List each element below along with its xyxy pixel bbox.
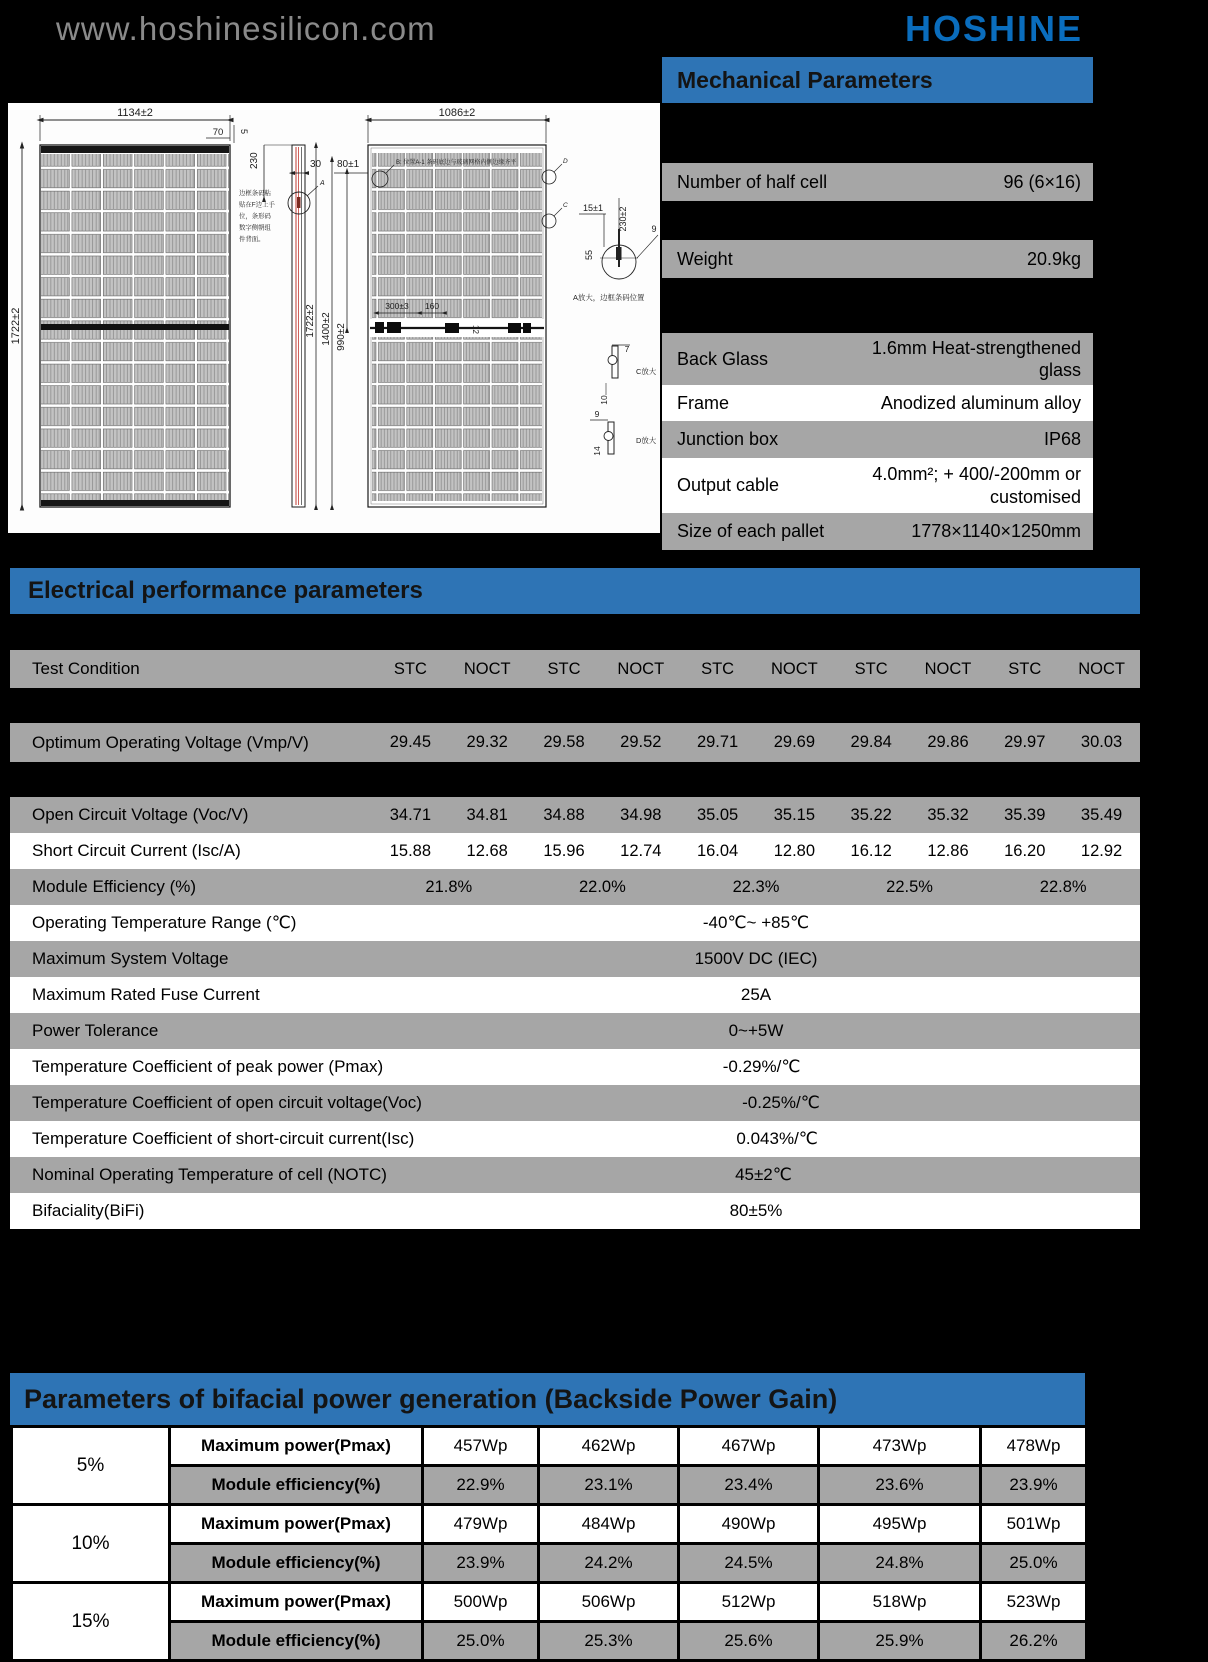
bifacial-row-pmax	[12, 1583, 1087, 1622]
eff-value: 23.1%	[539, 1466, 679, 1505]
condition-header: STC	[547, 659, 581, 678]
pmax-value: 512Wp	[679, 1583, 819, 1622]
side-detail-ref: A	[320, 180, 325, 187]
eff-value: 23.6%	[819, 1466, 981, 1505]
detail-a-dim-230: 230±2	[618, 206, 628, 232]
jbox-dim-160: 160	[424, 301, 440, 311]
front-width-dim: 1134±2	[117, 107, 153, 119]
elec-label: Maximum System Voltage	[32, 949, 229, 968]
elec-label: Module Efficiency (%)	[32, 877, 197, 896]
elec-row-tc-voc	[10, 1085, 1140, 1121]
bifacial-row-pmax	[12, 1505, 1087, 1544]
elec-value: 25A	[740, 985, 772, 1004]
detail-a-label: A放大，边框条码位置	[573, 293, 645, 302]
elec-label: Nominal Operating Temperature of cell (NOTC)	[32, 1165, 387, 1184]
electrical-section-title: Electrical performance parameters	[10, 568, 1140, 614]
mech-value: Anodized aluminum alloy	[880, 392, 1081, 413]
website-url: www.hoshinesilicon.com	[56, 10, 436, 47]
back-offset-dim: 80±1	[337, 159, 360, 170]
eff-label: Module efficiency(%)	[170, 1544, 423, 1583]
elec-value: 35.39	[1004, 805, 1046, 824]
eff-value: 25.0%	[423, 1622, 539, 1661]
pmax-value: 484Wp	[539, 1505, 679, 1544]
pmax-value: 500Wp	[423, 1583, 539, 1622]
bifacial-row-pmax	[12, 1427, 1087, 1466]
detail-c-dim-7: 7	[624, 344, 630, 354]
elec-row-fuse	[10, 977, 1140, 1013]
pmax-label: Maximum power(Pmax)	[170, 1505, 423, 1544]
elec-row-max-voltage	[10, 941, 1140, 977]
elec-eff-value: 22.0%	[578, 877, 626, 896]
eff-value: 23.9%	[981, 1466, 1087, 1505]
elec-row-tc-pmax	[10, 1049, 1140, 1085]
mech-row-output-cable	[662, 458, 1093, 513]
mech-label: Back Glass	[677, 348, 769, 369]
detail-c-dim-10: 10	[599, 395, 609, 405]
elec-value: 0~+5W	[728, 1021, 784, 1040]
elec-value: 45±2℃	[735, 1165, 792, 1184]
mech-label: Weight	[677, 248, 733, 269]
elec-row-bifaciality	[10, 1193, 1140, 1229]
back-dim-990: 990±2	[336, 323, 347, 351]
elec-eff-value: 21.8%	[425, 877, 473, 896]
elec-value: 35.22	[850, 805, 892, 824]
mech-row-half-cell	[662, 163, 1093, 201]
condition-header: NOCT	[463, 659, 511, 678]
bifacial-row-eff	[12, 1466, 1087, 1505]
pmax-value: 495Wp	[819, 1505, 981, 1544]
mech-label: Frame	[677, 392, 730, 413]
eff-value: 24.2%	[539, 1544, 679, 1583]
back-width-dim: 1086±2	[438, 107, 476, 119]
detail-c-label: C放大	[636, 367, 657, 376]
pmax-value: 518Wp	[819, 1583, 981, 1622]
elec-value: -40℃~ +85℃	[702, 913, 810, 932]
elec-label: Power Tolerance	[32, 1021, 159, 1040]
detail-c	[599, 344, 657, 405]
elec-value: 29.84	[850, 733, 892, 751]
front-height-dim: 1722±2	[10, 307, 22, 345]
elec-label: Temperature Coefficient of short-circuit current(Isc)	[32, 1129, 415, 1148]
detail-a	[573, 198, 658, 303]
eff-value: 25.0%	[981, 1544, 1087, 1583]
mech-label: Number of half cell	[677, 171, 828, 192]
elec-value: 0.043%/℃	[736, 1129, 818, 1148]
condition-header: NOCT	[1078, 659, 1125, 678]
elec-label: Operating Temperature Range (℃)	[32, 913, 297, 932]
detail-d-dim-9: 9	[594, 409, 600, 419]
mech-value: 96 (6×16)	[1003, 171, 1081, 192]
elec-value: 30.03	[1080, 733, 1123, 751]
elec-eff-value: 22.3%	[732, 877, 780, 896]
elec-row-vmp	[10, 723, 1140, 762]
detail-d-label: D放大	[636, 436, 657, 445]
jbox-dim-300: 300±3	[385, 301, 409, 311]
elec-row-tc-isc	[10, 1121, 1140, 1157]
gain-cell: 15%	[12, 1583, 170, 1661]
side-note-line: 数字侧朝组	[239, 224, 271, 232]
elec-value: 29.45	[389, 733, 432, 751]
eff-label: Module efficiency(%)	[170, 1466, 423, 1505]
elec-value: 34.81	[466, 805, 508, 824]
mech-label: Junction box	[677, 429, 779, 449]
back-note-b: B: 位置A-1 条码底边与玻璃网格内侧边缘齐平	[396, 160, 517, 166]
eff-value: 24.5%	[679, 1544, 819, 1583]
elec-eff-value: 22.5%	[886, 877, 933, 896]
eff-value: 25.6%	[679, 1622, 819, 1661]
elec-value: 16.12	[850, 841, 892, 860]
mech-value: 4.0mm²; + 400/-200mm or customised	[872, 464, 1081, 507]
elec-value: 15.88	[389, 841, 432, 860]
condition-header: STC	[1008, 659, 1042, 678]
mech-value: 1778×1140×1250mm	[911, 521, 1081, 542]
elec-value: 12.80	[773, 841, 816, 860]
elec-value: 15.96	[543, 841, 585, 860]
elec-value: 29.86	[927, 733, 969, 751]
elec-row-efficiency	[10, 869, 1140, 905]
pmax-value: 467Wp	[679, 1427, 819, 1466]
elec-value: 12.86	[927, 841, 969, 860]
mech-label: Output cable	[677, 475, 780, 495]
eff-value: 26.2%	[981, 1622, 1087, 1661]
bifacial-table	[10, 1425, 1088, 1662]
side-note	[239, 188, 275, 243]
elec-value: 35.05	[696, 805, 739, 824]
side-note-line: 贴在F边上手	[239, 201, 275, 209]
eff-label: Module efficiency(%)	[170, 1622, 423, 1661]
back-detail-ref-c: C	[563, 202, 568, 209]
condition-header: STC	[701, 659, 735, 678]
panel-back-view	[305, 107, 568, 507]
elec-value: 80±5%	[729, 1201, 783, 1220]
elec-row-voc	[10, 797, 1140, 833]
pmax-value: 462Wp	[539, 1427, 679, 1466]
pmax-value: 506Wp	[539, 1583, 679, 1622]
elec-value: 29.69	[773, 733, 816, 751]
elec-value: -0.29%/℃	[722, 1057, 801, 1076]
elec-value: 16.04	[696, 841, 739, 860]
elec-label: Bifaciality(BiFi)	[32, 1201, 145, 1220]
elec-value: 29.32	[466, 733, 508, 751]
panel-front-view	[10, 107, 249, 507]
eff-value: 25.9%	[819, 1622, 981, 1661]
eff-value: 23.9%	[423, 1544, 539, 1583]
elec-label: Temperature Coefficient of open circuit voltage(Voc)	[32, 1093, 422, 1112]
jbox-dim-12: 12	[471, 325, 480, 334]
panel-drawing-svg	[8, 103, 660, 533]
detail-d-dim-14: 14	[592, 446, 602, 456]
condition-header: NOCT	[924, 659, 972, 678]
bifacial-row-eff	[12, 1544, 1087, 1583]
mech-row-junction-box	[662, 421, 1093, 458]
back-height-dim: 1722±2	[305, 304, 316, 338]
pmax-value: 478Wp	[981, 1427, 1087, 1466]
condition-header: STC	[854, 659, 888, 678]
elec-label: Temperature Coefficient of peak power (Pmax)	[32, 1057, 384, 1076]
detail-d	[590, 409, 657, 456]
elec-value: 34.88	[543, 805, 585, 824]
test-condition-label: Test Condition	[32, 659, 140, 678]
elec-value: 12.68	[466, 841, 508, 860]
elec-label: Maximum Rated Fuse Current	[32, 985, 260, 1004]
detail-a-dim-15: 15±1	[583, 203, 603, 213]
pmax-value: 473Wp	[819, 1427, 981, 1466]
elec-value: 34.98	[620, 805, 662, 824]
eff-value: 22.9%	[423, 1466, 539, 1505]
pmax-label: Maximum power(Pmax)	[170, 1583, 423, 1622]
pmax-value: 501Wp	[981, 1505, 1087, 1544]
mech-row-back-glass	[662, 333, 1093, 385]
condition-header: NOCT	[771, 659, 818, 678]
back-dim-1400: 1400±2	[321, 312, 332, 346]
pmax-label: Maximum power(Pmax)	[170, 1427, 423, 1466]
pmax-value: 457Wp	[423, 1427, 539, 1466]
condition-header: STC	[393, 659, 427, 678]
elec-value: 16.20	[1004, 841, 1046, 860]
side-width-dim: 30	[310, 159, 322, 170]
eff-value: 23.4%	[679, 1466, 819, 1505]
mech-row-frame	[662, 385, 1093, 421]
pmax-value: 490Wp	[679, 1505, 819, 1544]
elec-row-isc	[10, 833, 1140, 869]
eff-value: 24.8%	[819, 1544, 981, 1583]
elec-value: 29.97	[1004, 733, 1046, 751]
elec-value: 12.92	[1080, 841, 1123, 860]
gain-cell: 10%	[12, 1505, 170, 1583]
elec-row-op-temp	[10, 905, 1140, 941]
pmax-value: 479Wp	[423, 1505, 539, 1544]
elec-label: Open Circuit Voltage (Voc/V)	[32, 805, 249, 824]
side-note-line: 件背面。	[239, 236, 265, 243]
elec-eff-value: 22.8%	[1039, 877, 1087, 896]
detail-a-dim-55: 55	[584, 249, 594, 261]
mech-row-weight	[662, 240, 1093, 278]
elec-value: 34.71	[389, 805, 432, 824]
pmax-value: 523Wp	[981, 1583, 1087, 1622]
mech-row-pallet-size	[662, 513, 1093, 550]
elec-value: 29.52	[620, 733, 662, 751]
elec-row-power-tolerance	[10, 1013, 1140, 1049]
elec-header-row	[10, 650, 1140, 688]
side-note-line: 位，条形码	[239, 213, 271, 220]
elec-value: 29.58	[543, 733, 585, 751]
elec-value: 1500V DC (IEC)	[694, 949, 818, 968]
mech-value: 20.9kg	[1026, 248, 1081, 269]
elec-row-notc	[10, 1157, 1140, 1193]
hoshine-logo: HOSHINE	[905, 8, 1084, 49]
detail-a-dim-9: 9	[651, 224, 657, 234]
technical-drawing	[8, 103, 660, 533]
bifacial-row-eff	[12, 1622, 1087, 1661]
mech-value: 1.6mm Heat-strengthened glass	[871, 337, 1081, 380]
elec-value: 35.49	[1080, 805, 1123, 824]
gain-cell: 5%	[12, 1427, 170, 1505]
elec-value: -0.25%/℃	[742, 1093, 820, 1112]
side-note-line: 边框条码粘	[239, 190, 271, 197]
elec-label: Short Circuit Current (Isc/A)	[32, 841, 241, 860]
mech-value: IP68	[1043, 429, 1081, 450]
mechanical-section-title: Mechanical Parameters	[662, 57, 1093, 103]
elec-label: Optimum Operating Voltage (Vmp/V)	[32, 732, 309, 752]
condition-header: NOCT	[617, 659, 665, 678]
front-thickness-dim: 5	[239, 129, 249, 135]
elec-value: 12.74	[620, 841, 662, 860]
eff-value: 25.3%	[539, 1622, 679, 1661]
mech-label: Size of each pallet	[677, 521, 825, 541]
bifacial-section-title: Parameters of bifacial power generation (Backside Power Gain)	[10, 1373, 1085, 1425]
elec-value: 29.71	[696, 733, 739, 751]
elec-value: 35.15	[773, 805, 816, 824]
front-edge-dim: 70	[212, 127, 224, 138]
back-detail-ref-d: D	[563, 158, 568, 165]
side-offset-dim: 230	[249, 152, 260, 169]
elec-value: 35.32	[927, 805, 969, 824]
